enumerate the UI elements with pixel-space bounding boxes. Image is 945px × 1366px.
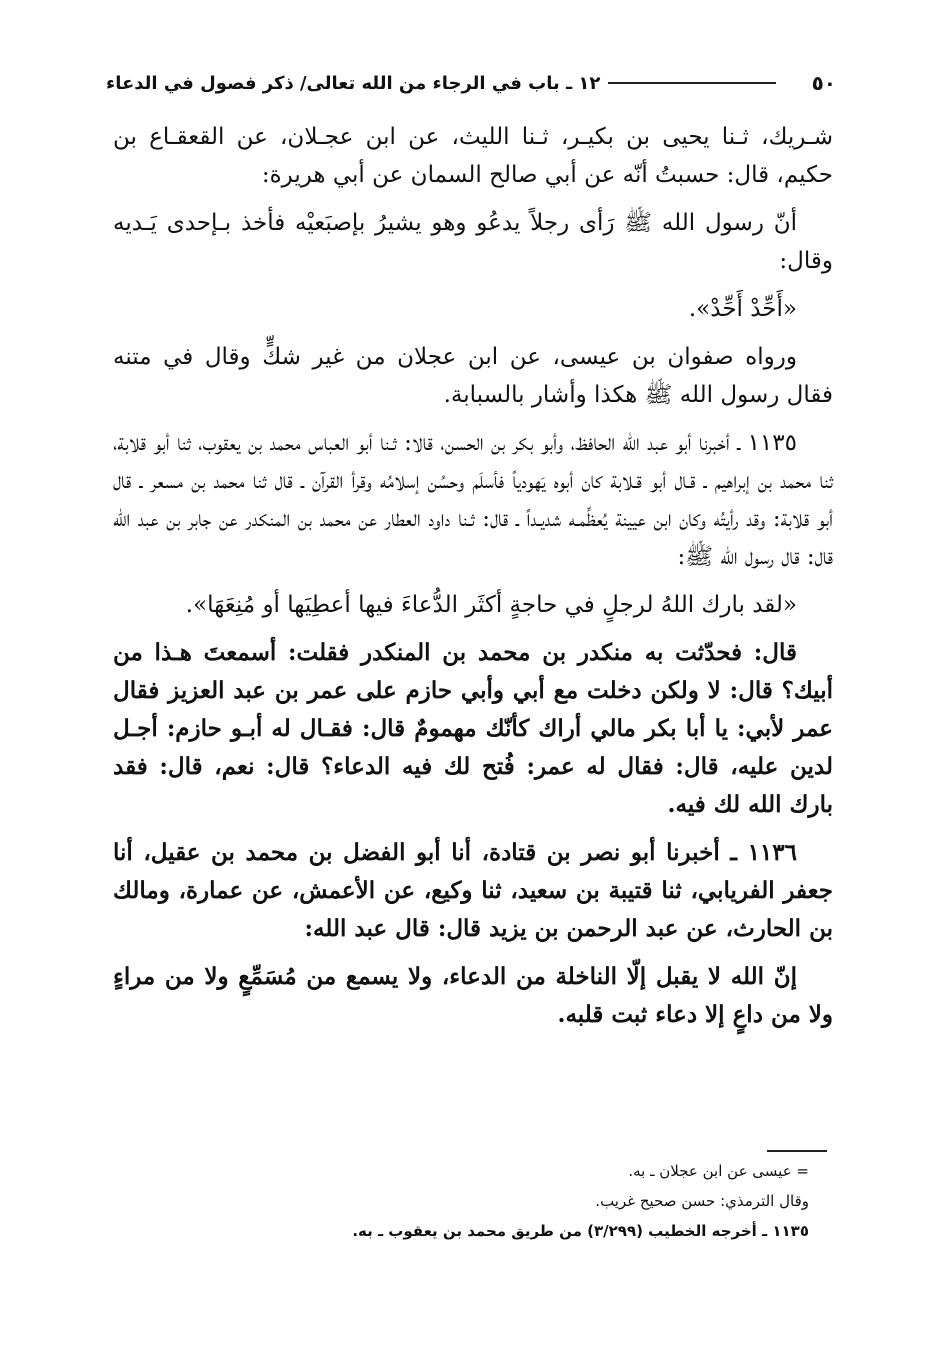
hadith-1135: ١١٣٥ ـ أخبرنا أبو عبد الله الحافظ، وأبو بكر بن الحسن، قالا: ثـنا أبو العباس محمد بن يعقوب، ثنا أبو قلابة، ثنا محمد بن إبراهيم ـ قـال أبو قـلابة كان أبوه يَهودياً فأسلَم وحسُن إسلامُه وقرأ القرآن ـ قال ثنا محمد بن مسعر ـ قال أبو قلابة: وقد رأيتُه وكان ابن عيينة يُعظِّمـه شديـداً ـ قال: ثـنا داود العطار عن محمد بن المنكدر عن جابر بن عبد الله قال: قال رسول الله ﷺ: <box>113 430 833 570</box>
paragraph: شـريك، ثـنا يحيى بن بكيـر، ثـنا الليث، عن ابن عجـلان، عن القعقـاع بن حكيم، قال: حسبتُ أنّه عن أبي صالح السمان عن أبي هريرة: <box>113 124 833 188</box>
paragraph: ورواه صفوان بن عيسى، عن ابن عجلان من غير شكٍّ وقال في متنه فقال رسول الله ﷺ هكذا وأشار بالسبابة. <box>113 344 833 408</box>
hadith-quote: «لقد بارك اللهُ لرجلٍ في حاجةٍ أكثَر الدُّعاءَ فيها أعطِيَها أو مُنِعَهَا». <box>185 592 797 618</box>
hadith-quote: «أَحِّدْ أَحِّدْ». <box>688 296 797 322</box>
hadith-text: إنّ الله لا يقبل إلّا الناخلة من الدعاء، ولا يسمع من مُسَمِّعٍ ولا من مراءٍ ولا من داعٍ إلا دعاء ثبت قلبه. <box>113 963 833 1028</box>
page-number: ٥٠ <box>811 71 836 95</box>
footnote-rule <box>767 1150 827 1152</box>
footnotes <box>107 1150 827 1246</box>
paragraph: قال: فحدّثت به منكدر بن محمد بن المنكدر فقلت: أسمعتَ هـذا من أبيك؟ قال: لا ولكن دخلت مع أبي وأبي حازم على عمر بن عبد العزيز فقال عمر لأبي: يا أبا بكر مالي أراك كأنّك مهمومٌ قال: فقـال له أبـو حازم: أجـل لدين عليه، قال: فقال له عمر: فُتح لك فيه الدعاء؟ قال: نعم، قال: فقد بارك الله لك فيه. <box>113 639 833 818</box>
footnote: ١١٣٥ ـ أخرجه الخطيب (٣/٢٩٩) من طريق محمد بن يعقوب ـ به. <box>352 1222 809 1240</box>
footnote: وقال الترمذي: حسن صحيح غريب. <box>595 1192 809 1210</box>
hadith-text: أنّ رسول الله ﷺ رَأى رجلاً يدعُو وهو يشيرُ بإصبَعيْه فأخذ بـإحدى يَـديه وقال: <box>113 210 833 274</box>
footnote: = عيسى عن ابن عجلان ـ به. <box>628 1162 809 1180</box>
running-header <box>106 66 836 100</box>
main-text <box>113 118 833 1044</box>
header-rule <box>608 82 775 84</box>
hadith-1136: ١١٣٦ ـ أخبرنا أبو نصر بن قتادة، أنا أبو الفضل بن محمد بن عقيل، أنا جعفر الفريابي، ثنا قتيبة بن سعيد، ثنا وكيع، عن الأعمش، عن عمارة، ومالك بن الحارث، عن عبد الرحمن بن يزيد قال: قال عبد الله: <box>113 839 833 942</box>
chapter-title: ١٢ ـ باب في الرجاء من الله تعالى/ ذكر فصول في الدعاء <box>106 72 601 94</box>
